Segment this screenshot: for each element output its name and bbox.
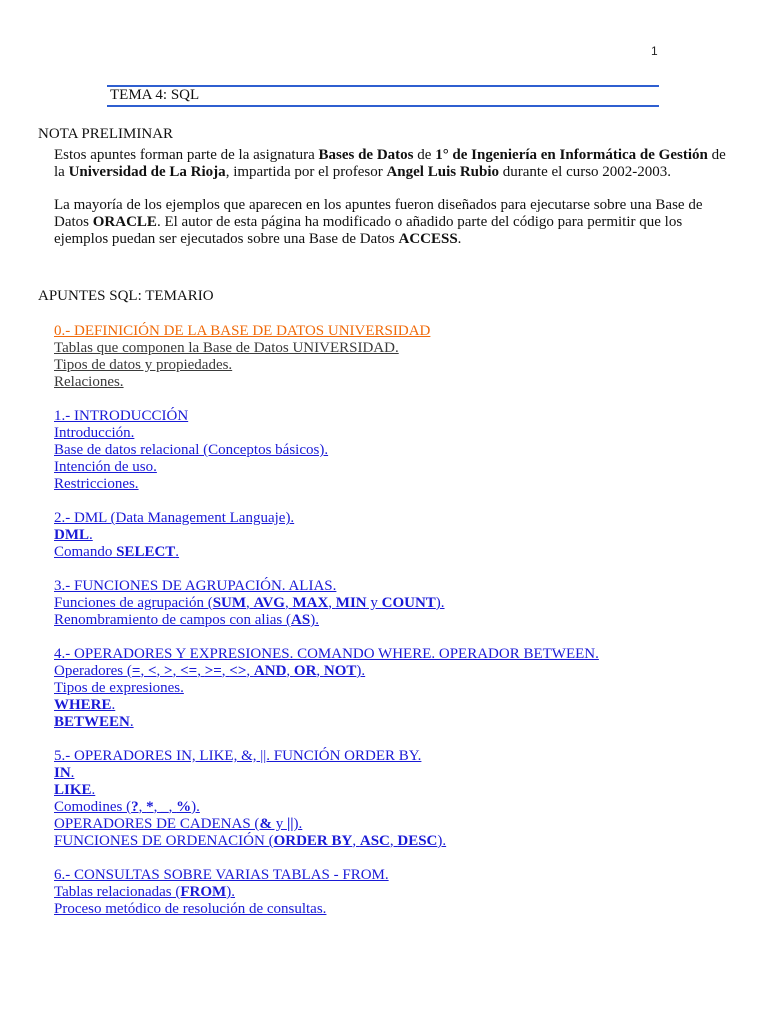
link-text: Funciones de agrupación ( [54, 595, 213, 611]
link-bold: >= [204, 663, 222, 679]
link-text: ). [356, 663, 366, 679]
section-3-title-link[interactable]: 3.- FUNCIONES DE AGRUPACIÓN. ALIAS. [54, 578, 337, 594]
link-bold: > [164, 663, 173, 679]
toc-link[interactable]: Restricciones. [54, 476, 139, 492]
section-0-title-link[interactable]: 0.- DEFINICIÓN DE LA BASE DE DATOS UNIVERSIDAD [54, 323, 431, 339]
intro-text: . [457, 231, 462, 247]
toc-link-between[interactable] [54, 714, 134, 730]
link-bold: AS [291, 612, 311, 628]
section-5-title-link[interactable]: 5.- OPERADORES IN, LIKE, &, ||. FUNCIÓN ORDER BY. [54, 748, 422, 764]
toc-link[interactable]: Relaciones. [54, 374, 124, 390]
link-text: , [246, 663, 254, 679]
toc-link-alias[interactable] [54, 612, 319, 628]
link-bold: <= [180, 663, 198, 679]
link-bold: % [176, 799, 192, 815]
link-bold: AND [253, 663, 287, 679]
link-bold: & [259, 816, 272, 832]
link-bold: _ [161, 799, 169, 815]
toc-link-where[interactable] [54, 697, 115, 713]
link-text: , [153, 799, 162, 815]
section-2 [54, 510, 734, 561]
toc-link-wildcards[interactable] [54, 799, 200, 815]
link-text: ). [226, 884, 235, 900]
link-text: , [138, 799, 147, 815]
toc-link[interactable]: Intención de uso. [54, 459, 157, 475]
link-bold: DML [54, 527, 89, 543]
intro-text: La mayoría de los ejemplos que aparecen en los apuntes fueron diseñados para ejecutarse sobre una Base de Datos [54, 197, 703, 230]
toc-link-operators[interactable] [54, 663, 365, 679]
intro-text: Estos apuntes forman parte de la asignatura [54, 147, 319, 163]
toc-link-from[interactable] [54, 884, 235, 900]
intro-bold: Angel Luis Rubio [386, 164, 500, 180]
section-1 [54, 408, 734, 493]
section-6 [54, 867, 734, 918]
intro-bold: ACCESS [398, 231, 458, 247]
link-text: , [246, 595, 254, 611]
link-bold: NOT [323, 663, 357, 679]
section-0 [54, 323, 734, 391]
link-bold: = [131, 663, 141, 679]
link-text: ). [293, 816, 303, 832]
toc-link[interactable]: Introducción. [54, 425, 135, 441]
intro-text: de [413, 147, 436, 163]
toc-link[interactable]: Tipos de expresiones. [54, 680, 184, 696]
link-bold: MAX [292, 595, 329, 611]
link-text: , [156, 663, 165, 679]
toc-link-select[interactable] [54, 544, 179, 560]
section-3 [54, 578, 734, 629]
link-text: ). [437, 833, 447, 849]
section-6-title-link[interactable]: 6.- CONSULTAS SOBRE VARIAS TABLAS - FROM. [54, 867, 389, 883]
temario-heading: APUNTES SQL: TEMARIO [38, 288, 214, 304]
toc-link[interactable]: Proceso metódico de resolución de consultas. [54, 901, 327, 917]
link-bold: COUNT [381, 595, 436, 611]
link-text: , [316, 663, 324, 679]
link-text: , [221, 663, 230, 679]
link-bold: SUM [212, 595, 247, 611]
link-text: , [140, 663, 148, 679]
link-bold: ASC [359, 833, 390, 849]
section-5 [54, 748, 734, 850]
link-text: . [175, 544, 180, 560]
link-bold: DESC [397, 833, 438, 849]
link-bold: IN [54, 765, 71, 781]
link-bold: ? [131, 799, 139, 815]
intro-text: de la [54, 147, 726, 180]
link-text: Operadores ( [54, 663, 132, 679]
toc-link-order-functions[interactable] [54, 833, 446, 849]
table-of-contents [54, 323, 734, 935]
link-text: , [286, 663, 294, 679]
link-bold: * [146, 799, 154, 815]
link-text: , [328, 595, 336, 611]
link-bold: <> [229, 663, 247, 679]
link-bold: ORDER BY [273, 833, 353, 849]
link-text: . [70, 765, 75, 781]
link-bold: SELECT [116, 544, 176, 560]
nota-preliminar-heading: NOTA PRELIMINAR [38, 126, 174, 142]
toc-link[interactable]: Tablas que componen la Base de Datos UNIVERSIDAD. [54, 340, 399, 356]
link-text: . [89, 527, 93, 543]
link-bold: FROM [180, 884, 227, 900]
link-text: , [389, 833, 398, 849]
link-bold: || [286, 816, 294, 832]
intro-bold: 1° de Ingeniería en Informática de Gestión [435, 147, 708, 163]
toc-link[interactable]: Tipos de datos y propiedades. [54, 357, 233, 373]
section-4-title-link[interactable]: 4.- OPERADORES Y EXPRESIONES. COMANDO WHERE. OPERADOR BETWEEN. [54, 646, 599, 662]
link-text: , [172, 663, 181, 679]
link-text: , [197, 663, 205, 679]
page-title: TEMA 4: SQL [110, 87, 200, 103]
link-bold: OR [293, 663, 317, 679]
link-bold: WHERE [54, 697, 112, 713]
link-bold: MIN [335, 595, 367, 611]
link-text: Tablas relacionadas ( [54, 884, 181, 900]
link-text: , [168, 799, 177, 815]
intro-text: . El autor de esta página ha modificado o añadido parte del código para permitir que los ejemplos puedan ser ejecutados sobre una Base de Datos [54, 214, 683, 247]
section-1-title-link[interactable]: 1.- INTRODUCCIÓN [54, 408, 189, 424]
link-text: ). [435, 595, 445, 611]
link-text: Comando [54, 544, 117, 560]
link-text: . [111, 697, 116, 713]
link-text: . [91, 782, 96, 798]
link-text: Comodines ( [54, 799, 132, 815]
link-text: FUNCIONES DE ORDENACIÓN ( [54, 833, 274, 849]
intro-bold: Bases de Datos [318, 147, 414, 163]
link-text: ). [310, 612, 319, 628]
link-text: ). [191, 799, 200, 815]
page-number: 1 [651, 44, 658, 58]
intro-paragraph-2 [54, 197, 734, 248]
intro-bold: Universidad de La Rioja [68, 164, 226, 180]
toc-link-aggregate[interactable] [54, 595, 445, 611]
link-bold: < [147, 663, 157, 679]
link-text: , [352, 833, 360, 849]
toc-link-in[interactable] [54, 765, 74, 781]
link-text: y [271, 816, 287, 832]
link-text: . [129, 714, 134, 730]
link-text: Renombramiento de campos con alias ( [54, 612, 292, 628]
section-2-title-link[interactable]: 2.- DML (Data Management Languaje). [54, 510, 295, 526]
toc-link-dml[interactable] [54, 527, 93, 543]
section-4 [54, 646, 734, 731]
link-text: OPERADORES DE CADENAS ( [54, 816, 260, 832]
intro-text: , impartida por el profesor [225, 164, 387, 180]
link-text: y [366, 595, 382, 611]
link-bold: AVG [253, 595, 285, 611]
toc-link-string-ops[interactable] [54, 816, 302, 832]
link-text: , [284, 595, 293, 611]
intro-paragraph-1 [54, 147, 734, 181]
intro-bold: ORACLE [92, 214, 157, 230]
intro-text: durante el curso 2002-2003. [499, 164, 672, 180]
toc-link[interactable]: Base de datos relacional (Conceptos básicos). [54, 442, 329, 458]
link-bold: BETWEEN [54, 714, 130, 730]
header-rule-bottom [107, 105, 659, 107]
toc-link-like[interactable] [54, 782, 95, 798]
link-bold: LIKE [54, 782, 92, 798]
